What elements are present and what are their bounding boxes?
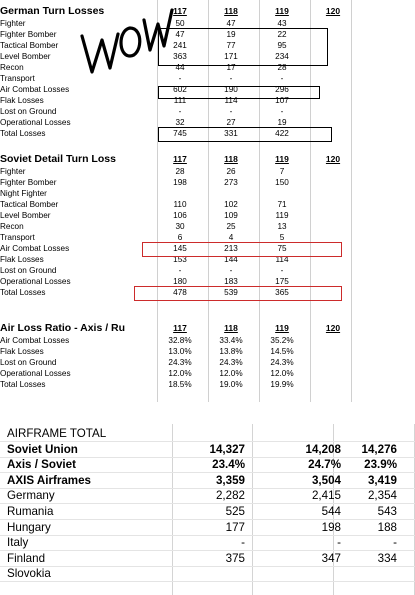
row-label: Soviet Union [7,442,78,456]
cell-value: 13.8% [219,347,243,356]
highlight-box-air-combat [158,86,320,99]
cell-value: 26 [226,167,236,176]
column-header-turn: 120 [325,323,341,333]
cell-value: 19.9% [270,380,294,389]
cell-value: 30 [175,222,185,231]
cell-value: 107 [275,96,289,105]
cell-value: 12.0% [168,369,192,378]
row-label: Fighter [0,167,26,176]
row-label: Level Bomber [0,52,51,61]
cell-value: 102 [224,200,238,209]
cell-value: 75 [277,244,287,253]
cell-value: 4 [228,233,234,242]
cell-value: 19 [277,118,287,127]
row-label: Fighter [0,19,26,28]
cell-value: 50 [175,19,185,28]
cell-value: 18.5% [168,380,192,389]
cell-value: 17 [226,63,236,72]
cell-value: 150 [275,178,289,187]
cell-value: 28 [277,63,287,72]
cell-value: 114 [275,255,289,264]
row-label: Transport [0,233,35,242]
airframe-row [0,488,415,503]
cell-value: 347 [321,551,341,565]
cell-value: 363 [173,52,187,61]
cell-value: - [337,536,341,550]
row-label: Lost on Ground [0,107,57,116]
row-label: Slovokia [7,567,51,581]
cell-value: 539 [224,288,238,297]
row-label: Axis / Soviet [7,458,76,472]
row-label: Flak Losses [0,347,44,356]
airframe-total-sheet [0,424,415,595]
row-label: Italy [7,536,29,550]
cell-value: 3,419 [367,473,397,487]
cell-value: 422 [275,129,289,138]
cell-value: 177 [225,520,245,534]
row-divider [0,581,415,582]
cell-value: 12.0% [219,369,243,378]
table-row [0,188,352,199]
cell-value: 602 [173,85,187,94]
cell-value: 331 [224,129,238,138]
cell-value: - [229,266,233,275]
cell-value: 145 [173,244,187,253]
row-label: Total Losses [0,288,46,297]
cell-value: 32.8% [168,336,192,345]
table-row [0,265,352,276]
cell-value: 183 [224,277,238,286]
cell-value: 241 [173,41,187,50]
row-label: Flak Losses [0,96,44,105]
handwritten-wow-scribble [78,6,174,76]
cell-value: 544 [321,505,341,518]
cell-value: 3,504 [311,473,341,487]
cell-value: - [229,107,233,116]
row-label: Air Combat Losses [0,336,70,345]
airframe-row [0,566,415,581]
cell-value: - [280,107,284,116]
airframe-row [0,442,415,457]
cell-value: - [280,266,284,275]
column-header-turn: 120 [325,154,341,164]
cell-value: 12.0% [270,369,294,378]
cell-value: 198 [321,520,341,534]
cell-value: 365 [275,288,289,297]
cell-value: 24.3% [270,358,294,367]
table-row [0,335,352,346]
cell-value: 188 [377,520,397,534]
cell-value: 109 [224,211,238,220]
cell-value: 28 [175,167,185,176]
row-label: Total Losses [0,129,46,138]
column-header-turn: 119 [275,323,289,333]
section-title: German Turn Losses [0,5,105,17]
cell-value: 111 [173,96,187,105]
cell-value: 22 [277,30,287,39]
section-title: Air Loss Ratio - Axis / Ru [0,322,126,334]
cell-value: 2,415 [311,489,341,503]
column-header-turn: 118 [224,323,238,333]
row-label: Flak Losses [0,255,44,264]
column-header-turn: 118 [224,6,238,16]
section-header [0,321,352,335]
column-header-turn: 118 [224,154,238,164]
row-label: Recon [0,222,24,231]
cell-value: 27 [226,118,236,127]
cell-value: - [280,74,284,83]
cell-value: 5 [279,233,285,242]
cell-value: 478 [173,288,187,297]
row-label: Operational Losses [0,118,71,127]
section-header [0,4,352,18]
table-row [0,106,352,117]
cell-value: 273 [224,178,238,187]
table-row [0,166,352,177]
cell-value: 119 [275,211,289,220]
row-label: Level Bomber [0,211,51,220]
cell-value: 334 [377,551,397,565]
highlight-box-total [158,127,332,142]
table-row [0,210,352,221]
table-row [0,199,352,210]
column-header-turn: 117 [173,323,187,333]
cell-value: 43 [277,19,287,28]
cell-value: 198 [173,178,187,187]
cell-value: - [393,536,397,550]
row-label: Total Losses [0,380,46,389]
airframe-row [0,426,415,441]
row-label: Recon [0,63,24,72]
table-row [0,73,352,84]
cell-value: 180 [173,277,187,286]
row-label: Transport [0,74,35,83]
cell-value: 171 [224,52,238,61]
highlight-box-soviet-air-combat [142,242,342,257]
column-header-turn: 117 [173,154,187,164]
airframe-row [0,504,415,519]
column-header-turn: 119 [275,154,289,164]
row-label: Lost on Ground [0,358,57,367]
row-label: Lost on Ground [0,266,57,275]
cell-value: 153 [173,255,187,264]
row-label: Tactical Bomber [0,200,59,209]
cell-value: 95 [277,41,287,50]
cell-value: - [178,107,182,116]
cell-value: 213 [224,244,238,253]
table-row [0,177,352,188]
cell-value: 24.3% [168,358,192,367]
table-row [0,221,352,232]
cell-value: 32 [175,118,185,127]
table-row [0,368,352,379]
airframe-row [0,473,415,488]
row-label: Fighter Bomber [0,178,57,187]
cell-value: 71 [277,200,287,209]
table-row [0,357,352,368]
row-label: Germany [7,489,55,503]
column-header-turn: 117 [173,6,187,16]
cell-value: - [229,74,233,83]
highlight-box-soviet-total [134,286,342,301]
airframe-row [0,535,415,550]
row-label: Air Combat Losses [0,244,70,253]
cell-value: 13.0% [168,347,192,356]
row-label: Rumania [7,505,54,518]
row-label: Tactical Bomber [0,41,59,50]
cell-value: - [178,74,182,83]
cell-value: 175 [275,277,289,286]
row-label: Finland [7,551,46,565]
cell-value: 23.4% [212,458,245,472]
cell-value: 106 [173,211,187,220]
cell-value: 190 [224,85,238,94]
cell-value: 2,282 [215,489,245,503]
cell-value: 33.4% [219,336,243,345]
cell-value: 375 [225,551,245,565]
row-label: Fighter Bomber [0,30,57,39]
airframe-row [0,457,415,472]
cell-value: 114 [224,96,238,105]
column-header-turn: 120 [325,6,341,16]
cell-value: 14.5% [270,347,294,356]
cell-value: 44 [175,63,185,72]
airframe-row [0,551,415,566]
cell-value: 7 [279,167,285,176]
cell-value: - [241,536,245,550]
cell-value: 77 [226,41,236,50]
cell-value: 24.7% [308,458,341,472]
cell-value: 13 [277,222,287,231]
cell-value: 23.9% [364,458,397,472]
airframe-row [0,520,415,535]
column-header-turn: 119 [275,6,289,16]
cell-value: 3,359 [215,473,245,487]
cell-value: 543 [377,505,397,518]
row-label: Night Fighter [0,189,47,198]
cell-value: - [178,266,182,275]
table-row [0,379,352,390]
cell-value: 14,327 [209,442,245,456]
cell-value: 525 [225,505,245,518]
cell-value: 144 [224,255,238,264]
cell-value: 25 [226,222,236,231]
section-header [0,152,352,166]
row-label: Operational Losses [0,277,71,286]
cell-value: 296 [275,85,289,94]
cell-value: 24.3% [219,358,243,367]
cell-value: 6 [177,233,183,242]
cell-value: 14,208 [305,442,341,456]
cell-value: 19 [226,30,236,39]
row-label: AIRFRAME TOTAL [7,427,107,440]
cell-value: 14,276 [361,442,397,456]
table-row [0,346,352,357]
cell-value: 234 [275,52,289,61]
cell-value: 2,354 [367,489,397,503]
row-label: AXIS Airframes [7,473,91,487]
cell-value: 47 [175,30,185,39]
row-label: Operational Losses [0,369,71,378]
highlight-box-bombers [158,28,328,66]
cell-value: 35.2% [270,336,294,345]
row-label: Hungary [7,520,51,534]
row-label: Air Combat Losses [0,85,70,94]
section-title: Soviet Detail Turn Loss [0,153,116,165]
cell-value: 47 [226,19,236,28]
cell-value: 19.0% [219,380,243,389]
cell-value: 745 [173,129,187,138]
cell-value: 110 [173,200,187,209]
